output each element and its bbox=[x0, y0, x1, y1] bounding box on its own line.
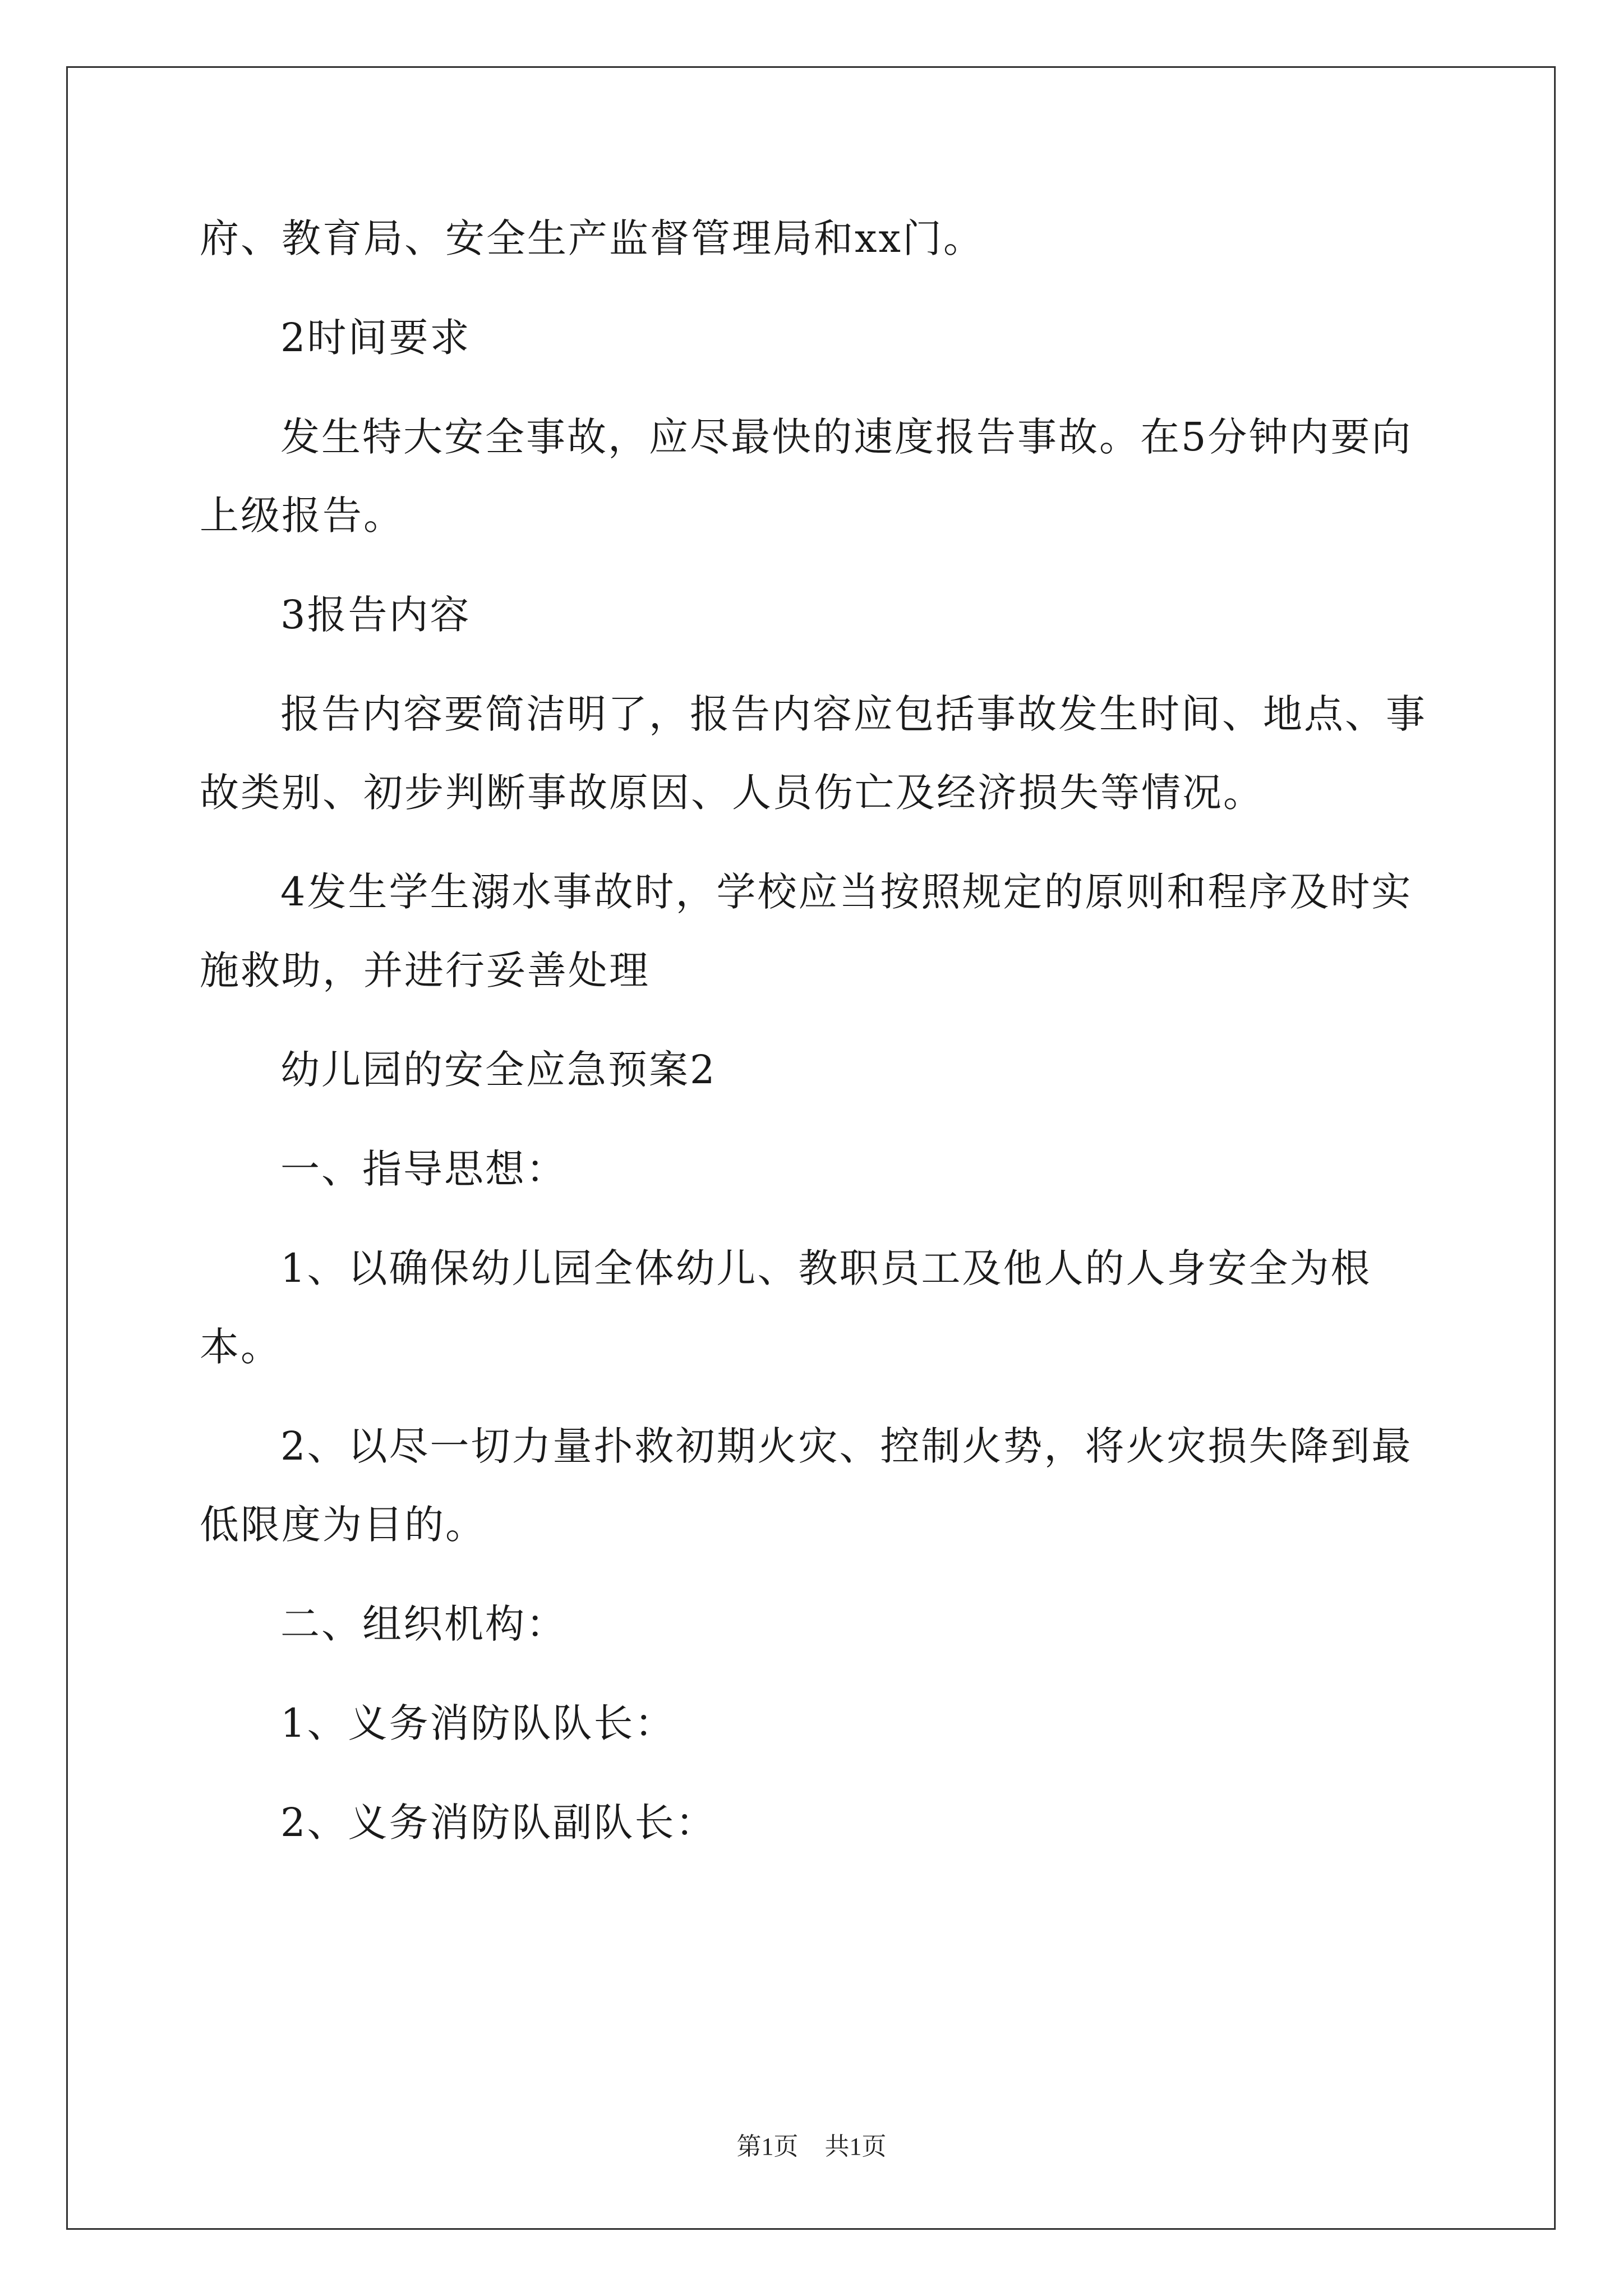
document-body bbox=[200, 199, 1433, 1883]
section-heading: 3报告内容 bbox=[280, 592, 471, 638]
list-item: 2、以尽一切力量扑救初期火灾、控制火势，将火灾损失降到最低限度为目的。 bbox=[200, 1423, 1413, 1548]
page-number: 第1页 bbox=[736, 2133, 799, 2160]
section-heading: 一、指导思想： bbox=[280, 1146, 567, 1192]
document-subtitle: 幼儿园的安全应急预案2 bbox=[280, 1047, 717, 1093]
page-total: 共1页 bbox=[824, 2133, 887, 2160]
paragraph: 发生特大安全事故，应尽最快的速度报告事故。在5分钟内要向上级报告。 bbox=[200, 414, 1413, 539]
page-footer bbox=[0, 2126, 1623, 2162]
section-heading: 2时间要求 bbox=[280, 315, 471, 361]
paragraph: 报告内容要简洁明了，报告内容应包括事故发生时间、地点、事故类别、初步判断事故原因、人员伤亡及经济损失等情况。 bbox=[200, 691, 1427, 816]
section-heading: 二、组织机构： bbox=[280, 1601, 567, 1647]
list-item: 1、义务消防队队长： bbox=[280, 1700, 676, 1746]
paragraph: 府、教育局、安全生产监督管理局和xx门。 bbox=[200, 215, 984, 261]
paragraph: 4发生学生溺水事故时，学校应当按照规定的原则和程序及时实施救助，并进行妥善处理 bbox=[200, 869, 1413, 993]
list-item: 2、义务消防队副队长： bbox=[280, 1800, 717, 1846]
list-item: 1、以确保幼儿园全体幼儿、教职员工及他人的人身安全为根本。 bbox=[200, 1245, 1372, 1370]
